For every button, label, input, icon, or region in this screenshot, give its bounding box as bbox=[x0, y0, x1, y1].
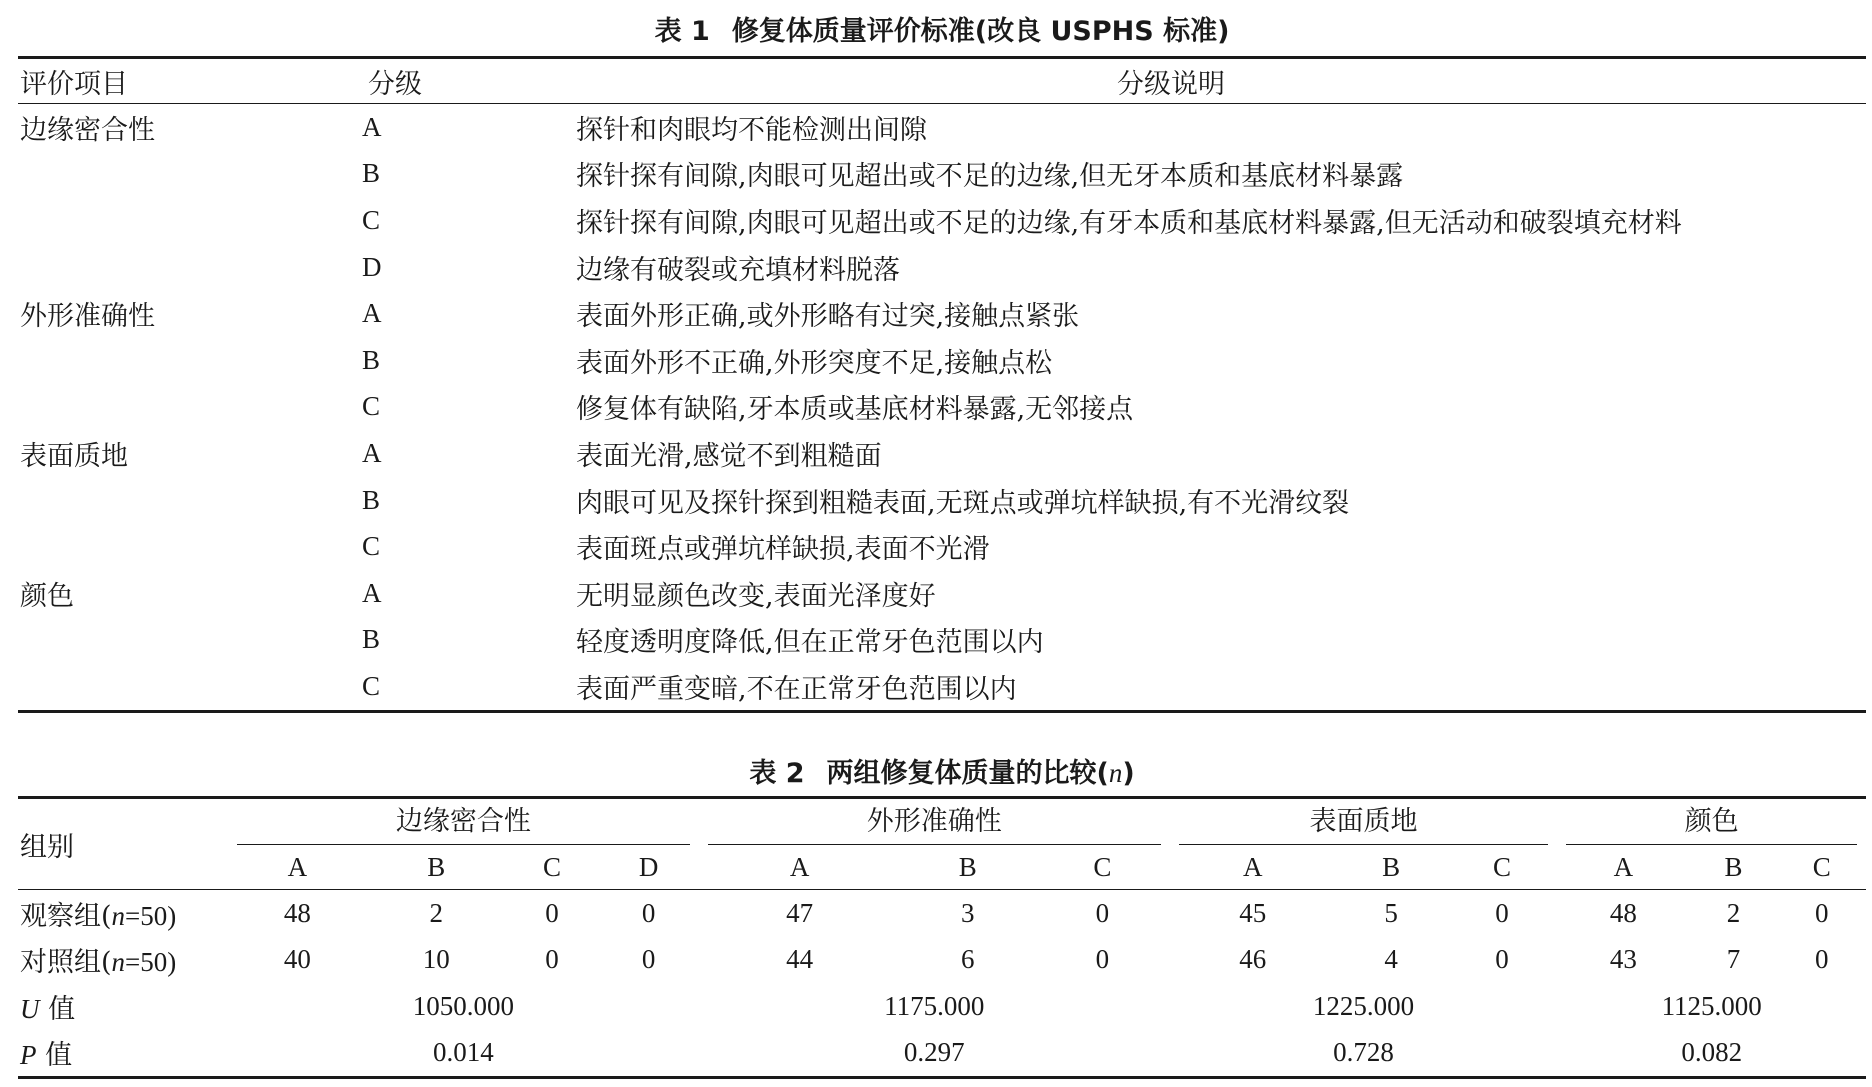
table2-cell-count: 0 bbox=[545, 944, 559, 975]
table1-header-row bbox=[18, 58, 1866, 104]
ctrl-label-pre: 对照组( bbox=[20, 947, 112, 979]
table1-cell-desc: 表面光滑,感觉不到粗糙面 bbox=[576, 440, 882, 472]
table1-cell-desc: 探针和肉眼均不能检测出间隙 bbox=[576, 114, 927, 146]
table2-cell-count: 0 bbox=[1815, 944, 1829, 975]
table1-cell-desc: 修复体有缺陷,牙本质或基底材料暴露,无邻接点 bbox=[576, 394, 1134, 426]
table1-cell-desc: 表面外形不正确,外形突度不足,接触点松 bbox=[576, 347, 1053, 379]
table2-cell-p-value: 0.297 bbox=[903, 1037, 965, 1068]
table2-cell-count: 0 bbox=[1095, 944, 1110, 975]
table2-grade-header: C bbox=[1778, 845, 1866, 890]
p-symbol: P bbox=[20, 1040, 37, 1071]
table2-row-label bbox=[18, 1030, 228, 1077]
table2-cell-count: 48 bbox=[283, 897, 311, 928]
table2-cell-count: 0 bbox=[545, 897, 559, 928]
table1-header-item: 评价项目 bbox=[18, 58, 360, 104]
table1-caption-label: 表 1 bbox=[654, 16, 710, 47]
table1-row bbox=[18, 151, 1866, 198]
table2-cell-count: 2 bbox=[429, 897, 444, 928]
table2-body bbox=[18, 890, 1866, 1076]
table2-cell-p-value: 0.728 bbox=[1333, 1037, 1394, 1068]
table2-cell-count: 0 bbox=[641, 897, 656, 928]
table1-cell-desc: 边缘有破裂或充填材料脱落 bbox=[576, 254, 900, 286]
table2-group-surface-label: 表面质地 bbox=[1179, 799, 1549, 845]
table1-cell-desc: 探针探有间隙,肉眼可见超出或不足的边缘,有牙本质和基底材料暴露,但无活动和破裂填充材料 bbox=[576, 207, 1682, 239]
table1-cell-item bbox=[18, 663, 360, 711]
table2-row-label bbox=[18, 983, 228, 1030]
table2-header-groups bbox=[18, 799, 1866, 845]
table1-row bbox=[18, 477, 1866, 524]
table1-cell-desc: 表面外形正确,或外形略有过突,接触点紧张 bbox=[576, 301, 1080, 333]
table1-cell-item bbox=[18, 617, 360, 664]
table1-cell-grade: A bbox=[362, 298, 382, 329]
table1-cell-grade: B bbox=[362, 344, 381, 375]
table2-grade-header: B bbox=[1689, 845, 1777, 890]
table1-cell-grade: B bbox=[362, 158, 381, 189]
table2-grade-header: C bbox=[1447, 845, 1558, 890]
ctrl-label-n: n bbox=[111, 947, 126, 978]
table2-grade-header: A bbox=[1557, 845, 1689, 890]
table1-caption-title: 修复体质量评价标准(改良 USPHS 标准) bbox=[731, 16, 1230, 47]
table1-cell-item: 外形准确性 bbox=[20, 301, 155, 333]
table1-caption bbox=[18, 18, 1866, 45]
table1-cell-desc: 肉眼可见及探针探到粗糙表面,无斑点或弹坑样缺损,有不光滑纹裂 bbox=[576, 487, 1350, 519]
table1-cell-grade: C bbox=[362, 391, 381, 422]
table2-grade-header: B bbox=[367, 845, 506, 890]
table2-cell-count: 47 bbox=[786, 897, 814, 928]
table1-cell-item bbox=[18, 197, 360, 244]
table1-row bbox=[18, 570, 1866, 617]
table1-cell-desc: 表面斑点或弹坑样缺损,表面不光滑 bbox=[576, 534, 990, 566]
table2-row-label bbox=[18, 890, 228, 937]
u-label: 值 bbox=[39, 993, 76, 1025]
table1-row bbox=[18, 244, 1866, 291]
p-label: 值 bbox=[36, 1040, 73, 1072]
table2-cell-count: 6 bbox=[961, 944, 975, 975]
table1-cell-item bbox=[18, 337, 360, 384]
table2-cell-count: 0 bbox=[1815, 897, 1829, 928]
table1-cell-grade: C bbox=[362, 204, 381, 235]
table2-grade-header: D bbox=[598, 845, 698, 890]
table1-body bbox=[18, 104, 1866, 712]
table2-header-group-col: 组别 bbox=[18, 799, 228, 890]
table2-grade-header: A bbox=[1170, 845, 1336, 890]
table2-cell-u-value: 1050.000 bbox=[412, 990, 515, 1021]
table1-cell-grade: A bbox=[362, 437, 382, 468]
table1-cell-item bbox=[18, 244, 360, 291]
table1-cell-desc: 无明显颜色改变,表面光泽度好 bbox=[576, 580, 936, 612]
table1-cell-item bbox=[18, 523, 360, 570]
table1-header-desc: 分级说明 bbox=[476, 58, 1866, 104]
table2-cell-count: 46 bbox=[1239, 944, 1267, 975]
table1-cell-item: 表面质地 bbox=[20, 440, 128, 472]
table1-cell-item bbox=[18, 477, 360, 524]
table1-cell-desc: 探针探有间隙,肉眼可见超出或不足的边缘,但无牙本质和基底材料暴露 bbox=[576, 161, 1404, 193]
table2-cell-p-value: 0.082 bbox=[1681, 1037, 1743, 1068]
table1-header-grade: 分级 bbox=[360, 58, 476, 104]
table1-cell-desc: 表面严重变暗,不在正常牙色范围以内 bbox=[576, 673, 1017, 705]
table2-cell-count: 2 bbox=[1726, 897, 1741, 928]
table1-row bbox=[18, 290, 1866, 337]
table2-grade-header: A bbox=[228, 845, 367, 890]
table2 bbox=[18, 796, 1866, 1079]
table2-group-surface bbox=[1170, 799, 1558, 845]
table2-cell-count: 44 bbox=[786, 944, 814, 975]
u-symbol: U bbox=[20, 993, 40, 1024]
table2-caption-title: 两组修复体质量的比较( bbox=[826, 758, 1109, 789]
table2-cell-count: 0 bbox=[1495, 944, 1509, 975]
table2-cell-count: 3 bbox=[961, 897, 975, 928]
table2-cell-p-value: 0.014 bbox=[433, 1037, 494, 1068]
table2-cell-count: 40 bbox=[283, 944, 311, 975]
table2-group-color-label: 颜色 bbox=[1566, 799, 1857, 845]
table2-caption-close: ) bbox=[1122, 758, 1135, 789]
table1-cell-grade: B bbox=[362, 624, 381, 655]
table2-grade-header: A bbox=[699, 845, 901, 890]
table1 bbox=[18, 56, 1866, 713]
table2-row-label bbox=[18, 937, 228, 984]
table2-cell-u-value: 1175.000 bbox=[884, 990, 985, 1021]
table1-cell-grade: B bbox=[362, 484, 381, 515]
table1-cell-grade: A bbox=[362, 111, 382, 142]
table1-cell-grade: D bbox=[362, 251, 382, 282]
table2-grade-header: B bbox=[900, 845, 1035, 890]
table2-row-observation bbox=[18, 890, 1866, 937]
table2-cell-count: 5 bbox=[1384, 897, 1398, 928]
table1-cell-item: 边缘密合性 bbox=[20, 114, 155, 146]
table2-group-color bbox=[1557, 799, 1866, 845]
table2-cell-count: 48 bbox=[1609, 897, 1637, 928]
table1-cell-grade: C bbox=[362, 531, 381, 562]
table2-header-grades bbox=[18, 845, 1866, 890]
table2-cell-count: 43 bbox=[1609, 944, 1637, 975]
table2-cell-count: 4 bbox=[1384, 944, 1398, 975]
table2-group-shape-label: 外形准确性 bbox=[708, 799, 1161, 845]
table2-cell-count: 0 bbox=[641, 944, 656, 975]
table1-cell-item bbox=[18, 151, 360, 198]
table1-row bbox=[18, 337, 1866, 384]
ctrl-label-post: =50) bbox=[125, 947, 177, 978]
table1-cell-item: 颜色 bbox=[20, 580, 74, 612]
table1-cell-item bbox=[18, 384, 360, 431]
table2-grade-header: C bbox=[506, 845, 599, 890]
table1-row bbox=[18, 197, 1866, 244]
table2-caption-n: n bbox=[1108, 758, 1123, 788]
table2-cell-count: 10 bbox=[422, 944, 450, 975]
table2-grade-header: C bbox=[1035, 845, 1170, 890]
table1-row bbox=[18, 384, 1866, 431]
table1-row bbox=[18, 523, 1866, 570]
table2-row-u bbox=[18, 983, 1866, 1030]
table2-group-margin bbox=[228, 799, 699, 845]
table1-cell-grade: C bbox=[362, 670, 381, 701]
table1-row bbox=[18, 430, 1866, 477]
table2-caption-label: 表 2 bbox=[749, 758, 805, 789]
table2-caption bbox=[18, 760, 1866, 787]
table2-row-control bbox=[18, 937, 1866, 984]
table1-row bbox=[18, 104, 1866, 151]
table2-cell-count: 7 bbox=[1726, 944, 1741, 975]
table1-cell-grade: A bbox=[362, 577, 382, 608]
table2-cell-count: 0 bbox=[1095, 897, 1110, 928]
obs-label-n: n bbox=[111, 900, 126, 931]
obs-label-pre: 观察组( bbox=[20, 900, 112, 932]
table2-group-shape bbox=[699, 799, 1170, 845]
table2-cell-u-value: 1225.000 bbox=[1312, 990, 1415, 1021]
obs-label-post: =50) bbox=[125, 900, 177, 931]
table2-group-margin-label: 边缘密合性 bbox=[237, 799, 690, 845]
table2-cell-count: 45 bbox=[1239, 897, 1267, 928]
table1-row bbox=[18, 617, 1866, 664]
table2-row-p bbox=[18, 1030, 1866, 1077]
table1-row bbox=[18, 663, 1866, 711]
table2-cell-u-value: 1125.000 bbox=[1661, 990, 1762, 1021]
table2-grade-header: B bbox=[1336, 845, 1447, 890]
table1-cell-desc: 轻度透明度降低,但在正常牙色范围以内 bbox=[576, 627, 1044, 659]
table2-cell-count: 0 bbox=[1495, 897, 1509, 928]
